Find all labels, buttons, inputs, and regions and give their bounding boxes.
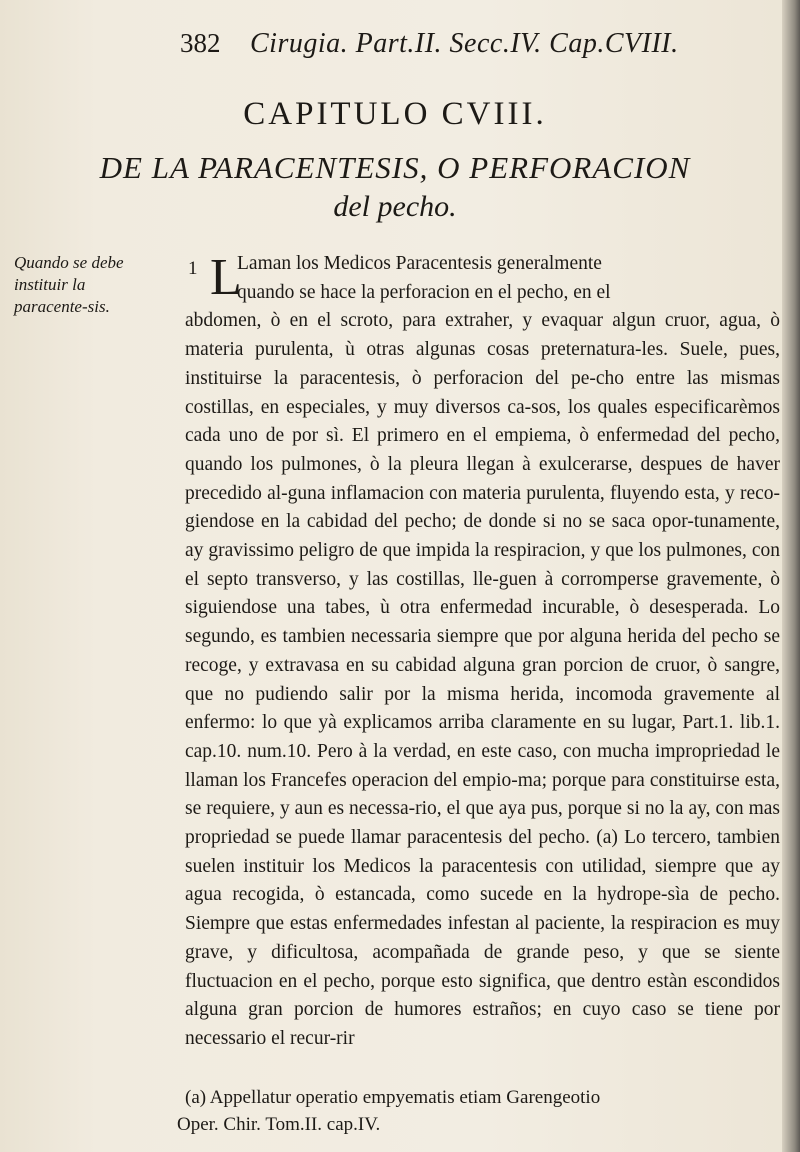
body-line-1: Laman los Medicos Paracentesis generalmente (237, 253, 602, 274)
footnote-line-1: (a) Appellatur operatio empyematis etiam Garengeotio (185, 1087, 601, 1108)
chapter-subtitle-continued: del pecho. (333, 190, 457, 223)
paragraph-number: 1 (188, 258, 198, 279)
footnote (177, 1084, 780, 1138)
footnote-line-2: Oper. Chir. Tom.II. cap.IV. (177, 1114, 381, 1135)
chapter-subtitle: DE LA PARACENTESIS, O PERFORACION (99, 150, 691, 185)
body-text (185, 250, 780, 1054)
chapter-title: CAPITULO CVIII. (243, 96, 547, 132)
margin-note: Quando se debe instituir la paracente-sis. (14, 253, 124, 316)
running-title: Cirugia. Part.II. Secc.IV. Cap.CVIII. (250, 28, 679, 59)
page-number: 382 (180, 28, 221, 58)
drop-cap: L (210, 249, 242, 306)
running-head (0, 28, 780, 68)
body-paragraph: abdomen, ò en el scroto, para extraher, y evaquar algun cruor, agua, ò materia purulenta, ù otras algunas cosas preternatura-les. Suele, pues, instituirse la paracentesis, ò perforacion del pe-cho entre las mismas costillas, en especiales, y muy diversos ca-sos, los quales especificarèmos cada uno de por sì. El primero en el empiema, ò enfermedad del pecho, quando los pulmones, ò la pleura llegan à exulcerarse, despues de haver precedido al-guna inflamacion con materia purulenta, fluyendo esta, y reco-giendose en la cabidad del pecho; de donde si no se saca opor-tunamente, ay gravissimo peligro de que impida la respiracion, y que los pulmones, con el septo transverso, y las costillas, lle-guen à corromperse gravemente, ò siguiendose una tabes, ù otra enfermedad incurable, ò desesperada. Lo segundo, es tambien necessaria siempre que por alguna herida del pecho se recoge, y extravasa en su cabidad alguna gran porcion de cruor, ò sangre, que no pudiendo salir por la misma herida, incomoda gravemente al enfermo: lo que yà explicamos arriba claramente en su lugar, Part.1. lib.1. cap.10. num.10. Pero à la verdad, en este caso, con mucha impropriedad le llaman los Francefes operacion del empio-ma; porque para constituirse esta, se requiere, y aun es necessa-rio, el que aya pus, porque si no la ay, con mas propriedad se puede llamar paracentesis del pecho. (a) Lo tercero, tambien suelen instituir los Medicos la paracentesis con utilidad, siempre que ay agua recogida, ò estancada, como sucede en la hydrope-sìa de pecho. Siempre que estas enfermedades infestan al paciente, la respiracion es muy grave, y dificultosa, acompañada de grande peso, y que se siente fluctuacion en el pecho, porque esto significa, que dentro estàn escondidos alguna gran porcion de humores estraños; en cuyo caso se tiene por necessario el recur-rir (185, 310, 780, 1049)
body-line-2: quando se hace la perforacion en el pecho, en el (237, 281, 611, 303)
